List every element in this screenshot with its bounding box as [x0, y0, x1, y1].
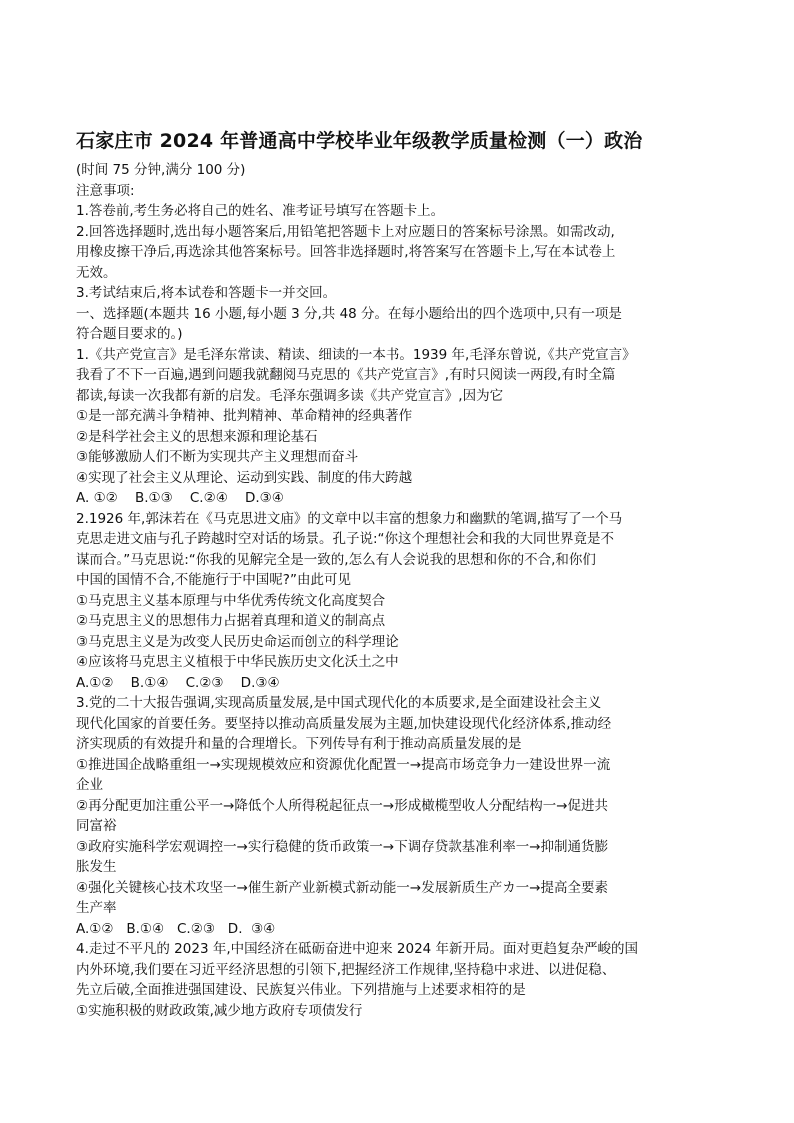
question-stem: 2.1926 年,郭沫若在《马克思进文庙》的文章中以丰富的想象力和幽默的笔调,描写了一个马: [76, 510, 623, 527]
time-info: (时间 75 分钟,满分 100 分): [76, 162, 246, 178]
statement: ④实现了社会主义从理论、运动到实践、制度的伟大跨越: [76, 469, 413, 486]
question-stem: 3.党的二十大报告强调,实现高质量发展,是中国式现代化的本质要求,是全面建设社会主义: [76, 695, 602, 711]
statement: ②是科学社会主义的思想来源和理论基石: [76, 428, 318, 445]
notice-item: 3.考试结束后,将本试卷和答题卡一并交回。: [76, 285, 337, 301]
statement: ③能够激励人们不断为实现共产主义理想而奋斗: [76, 449, 359, 465]
question-stem: 现代化国家的首要任务。要坚持以推动高质量发展为主题,加快建设现代化经济体系,推动经: [76, 715, 612, 732]
question-2: [76, 509, 726, 694]
exam-page: [76, 128, 726, 1021]
section-heading: 一、选择题(本题共 16 小题,每小题 3 分,共 48 分。在每小题给出的四个选项中,只有一项是: [76, 305, 622, 322]
statement: ③政府实施科学宏观调控一→实行稳健的货币政策一→下调存贷款基准利率一→抑制通货膨: [76, 838, 609, 855]
statement: ①马克思主义基本原理与中华优秀传统文化高度契合: [76, 592, 386, 609]
question-stem: 1.《共产党宣言》是毛泽东常读、精读、细读的一本书。1939 年,毛泽东曾说,《共产党宣言》: [76, 346, 636, 363]
notice-item: 用橡皮擦干净后,再选涂其他答案标号。回答非选择题时,将答案写在答题卡上,写在本试卷上: [76, 244, 616, 260]
answer-options: A. ①② B.①③ C.②④ D.③④: [76, 490, 284, 506]
statement: ①是一部充满斗争精神、批判精神、革命精神的经典著作: [76, 408, 413, 424]
notice-item: 无效。: [76, 264, 117, 281]
statement: 胀发生: [76, 859, 117, 875]
question-stem: 都读,每读一次我都有新的启发。毛泽东强调多读《共产党宣言》,因为它: [76, 387, 504, 404]
answer-options: A.①② B.①④ C.②③ D. ③④: [76, 920, 276, 937]
notice-heading: 注意事项:: [76, 182, 135, 199]
statement: 企业: [76, 777, 103, 793]
question-stem: 克思走进文庙与孔子跨越时空对话的场景。孔子说:“你这个理想社会和我的大同世界竟是不: [76, 531, 615, 547]
question-stem: 谋而合。”马克思说:“你我的见解完全是一致的,怎么有人会说我的思想和你的不合,和你们: [76, 551, 596, 568]
statement: ②再分配更加注重公平一→降低个人所得税起征点一→形成橄榄型收人分配结构一→促进共: [76, 797, 609, 814]
statement: ②马克思主义的思想伟力占据着真理和道义的制高点: [76, 613, 386, 629]
question-stem: 济实现质的有效提升和量的合理增长。下列传导有利于推动高质量发展的是: [76, 736, 522, 752]
statement: 生产率: [76, 900, 117, 916]
statement: ④应该将马克思主义植根于中华民族历史文化沃土之中: [76, 654, 399, 670]
statement: 同富裕: [76, 818, 117, 834]
statement: ①推进国企战略重组一→实现规模效应和资源优化配置一→提高市场竞争力一建设世界一流: [76, 756, 611, 773]
section-heading: 符合题目要求的。): [76, 326, 183, 342]
statement: ④强化关键核心技术攻坚一→催生新产业新模式新动能一→发展新质生产カ一→提高全要素: [76, 879, 609, 896]
question-4: [76, 939, 726, 1021]
notice-item: 1.答卷前,考生务必将自己的姓名、准考证号填写在答题卡上。: [76, 203, 445, 219]
notice-item: 2.回答选择题时,选出每小题答案后,用铅笔把答题卡上对应题日的答案标号涂黑。如需改动,: [76, 223, 615, 240]
question-stem: 中国的国情不合,不能施行于中国呢?”由此可见: [76, 572, 351, 588]
question-3: [76, 693, 726, 939]
question-1: [76, 345, 726, 509]
exam-title: 石家庄市 2024 年普通高中学校毕业年级教学质量检测（一）政治: [76, 130, 643, 152]
question-stem: 内外环境,我们要在习近平经济思想的引领下,把握经济工作规律,坚持稳中求进、以进促稳、: [76, 961, 616, 978]
statement: ①实施积极的财政政策,减少地方政府专项债发行: [76, 1002, 363, 1019]
question-stem: 先立后破,全面推进强国建设、民族复兴伟业。下列措施与上述要求相符的是: [76, 982, 526, 998]
answer-options: A.①② B.①④ C.②③ D.③④: [76, 674, 280, 691]
statement: ③马克思主义是为改变人民历史命运而创立的科学理论: [76, 633, 399, 650]
question-stem: 4.走过不平凡的 2023 年,中国经济在砥砺奋进中迎来 2024 年新开局。面对更趋复杂严峻的国: [76, 941, 639, 957]
question-stem: 我看了不下一百遍,遇到问题我就翻阅马克思的《共产党宣言》,有时只阅读一两段,有时全篇: [76, 367, 616, 383]
